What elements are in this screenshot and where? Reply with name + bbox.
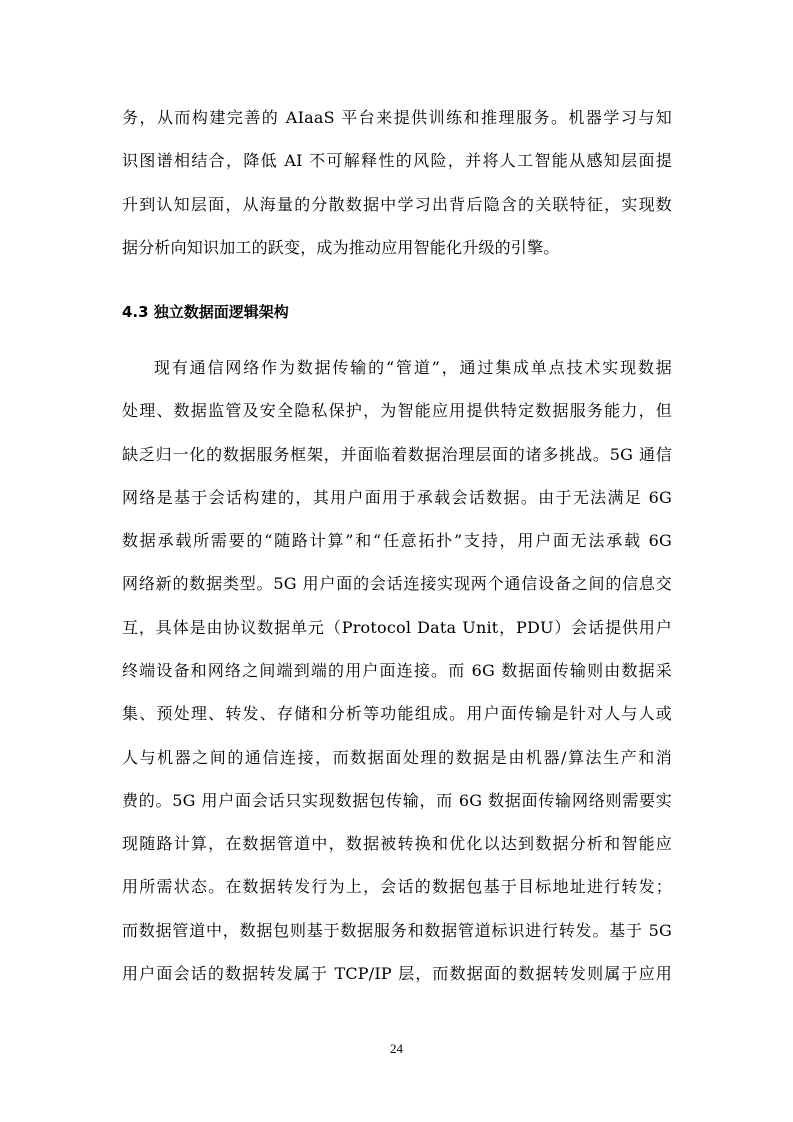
paragraph-2-line-5: 数据承载所需要的“随路计算”和“任意拓扑”支持，用户面无法承载 6G (122, 531, 672, 550)
paragraph-2-line-9: 集、预处理、转发、存储和分析等功能组成。用户面传输是针对人与人或 (122, 704, 672, 723)
paragraph-2-line-2: 处理、数据监管及安全隐私保护，为智能应用提供特定数据服务能力，但 (122, 401, 672, 420)
paragraph-2-line-13: 用所需状态。在数据转发行为上，会话的数据包基于目标地址进行转发； (122, 877, 672, 896)
paragraph-2-line-10: 人与机器之间的通信连接，而数据面处理的数据是由机器/算法生产和消 (122, 748, 672, 767)
paragraph-1-line-2: 识图谱相结合，降低 AI 不可解释性的风险，并将人工智能从感知层面提 (122, 151, 672, 170)
paragraph-2-line-8: 终端设备和网络之间端到端的用户面连接。而 6G 数据面传输则由数据采 (122, 661, 672, 680)
paragraph-1-line-4: 据分析向知识加工的跃变，成为推动应用智能化升级的引擎。 (122, 238, 560, 257)
paragraph-2-line-7: 互，具体是由协议数据单元（Protocol Data Unit，PDU）会话提供用户 (122, 618, 672, 637)
paragraph-2-line-14: 而数据管道中，数据包则基于数据服务和数据管道标识进行转发。基于 5G (122, 921, 672, 940)
paragraph-1-line-1: 务，从而构建完善的 AIaaS 平台来提供训练和推理服务。机器学习与知 (122, 108, 672, 127)
paragraph-2-line-1: 现有通信网络作为数据传输的“管道”，通过集成单点技术实现数据 (154, 358, 672, 377)
section-heading: 4.3 独立数据面逻辑架构 (122, 303, 289, 321)
paragraph-1-line-3: 升到认知层面，从海量的分散数据中学习出背后隐含的关联特征，实现数 (122, 195, 672, 214)
paragraph-2-line-6: 网络新的数据类型。5G 用户面的会话连接实现两个通信设备之间的信息交 (122, 574, 672, 593)
paragraph-2-line-12: 现随路计算，在数据管道中，数据被转换和优化以达到数据分析和智能应 (122, 834, 672, 853)
paragraph-2-line-15: 用户面会话的数据转发属于 TCP/IP 层，而数据面的数据转发则属于应用 (122, 964, 672, 983)
page-number: 24 (390, 1041, 403, 1056)
paragraph-2-line-4: 网络是基于会话构建的，其用户面用于承载会话数据。由于无法满足 6G (122, 488, 672, 507)
paragraph-2-line-11: 费的。5G 用户面会话只实现数据包传输，而 6G 数据面传输网络则需要实 (122, 791, 672, 810)
paragraph-2-line-3: 缺乏归一化的数据服务框架，并面临着数据治理层面的诸多挑战。5G 通信 (122, 445, 672, 464)
